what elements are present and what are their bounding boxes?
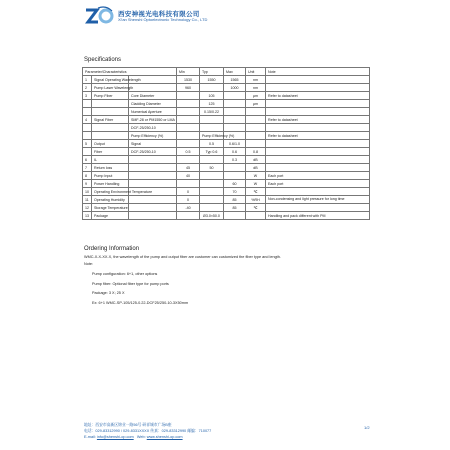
website-link[interactable]: www.shenshi-op.com [146,435,183,439]
table-cell [224,172,246,180]
footer-phone: 电话：029-83312990 / 029-8331XXXX 传真：029-83312990 邮编：710077 [84,429,212,433]
table-cell: 0 [177,196,200,204]
table-cell: Handling and pack different with PM [266,212,370,220]
table-cell: Fiber [92,148,129,156]
table-cell: Signal [129,140,177,148]
row-index-cell [83,132,92,140]
table-cell [266,148,370,156]
table-cell [246,140,266,148]
row-index-cell [83,124,92,132]
table-cell [200,172,224,180]
table-cell [200,204,224,212]
ordering-item: Package: 3 X; 25 X [92,291,125,295]
table-cell [200,84,224,92]
row-index-cell: 7 [83,164,92,172]
table-cell: IL [92,156,129,164]
table-cell: SMF-28 or PM1550 or LMA [129,116,177,124]
table-cell: %RH [246,196,266,204]
table-cell: Power Handling [92,180,129,188]
table-cell: 0.6 [224,148,246,156]
table-cell [200,116,224,124]
email-prefix: E-mail: [84,435,96,439]
table-row [83,196,370,204]
table-row [83,84,370,92]
table-row [83,76,370,84]
ordering-item: Pump fiber: Optional fiber type for pump ports [92,281,169,286]
row-index-cell: 2 [83,84,92,92]
table-cell: Cladding Diameter [129,100,177,108]
table-cell [266,124,370,132]
table-cell [266,204,370,212]
ordering-description: WMC-X-X-XX-X, the wavelength of the pump and output fiber are customer can customized the fiber type and length. [84,255,281,259]
table-cell [177,124,200,132]
table-cell: 125 [200,100,224,108]
row-index-cell [83,148,92,156]
table-cell: 0.6/1.0 [224,140,246,148]
table-cell: 105 [200,92,224,100]
table-cell [177,100,200,108]
table-row [83,132,370,140]
table-cell [129,196,177,204]
ordering-note-label: Note: [84,262,94,266]
header-cell: Unit [246,68,266,76]
table-cell [224,124,246,132]
table-cell: 1550 [200,76,224,84]
ordering-item: Pump configuration: 6+1, other options [92,272,158,276]
table-cell [92,100,129,108]
row-index-cell: 1 [83,76,92,84]
ordering-title: Ordering Information [84,246,140,252]
table-cell: Refer to datasheet [266,92,370,100]
table-cell: 60 [224,180,246,188]
table-cell: Package [92,212,129,220]
table-cell: nm [246,76,266,84]
company-header [84,6,384,28]
header-cell: Note [266,68,370,76]
table-cell: Ø3.0×50.0 [200,212,224,220]
table-cell: DCF-25/250-10 [129,148,177,156]
company-logo [84,6,114,26]
row-index-cell: 11 [83,196,92,204]
table-cell [129,164,177,172]
table-cell [266,100,370,108]
footer-address: 地址：西安市高新区锦业一路56号 研祥城市广场B座 [84,423,172,427]
table-cell [177,92,200,100]
ordering-items [92,270,188,308]
table-cell [129,204,177,212]
table-cell [200,124,224,132]
company-name-cn: 西安神视光电科技有限公司 [118,11,200,18]
table-cell: dB [246,156,266,164]
table-cell [200,196,224,204]
table-row [83,212,370,220]
table-cell: Each port [266,180,370,188]
table-cell: 40 [177,172,200,180]
table-cell: Pump Efficiency (%) [200,132,224,140]
table-cell: 1565 [224,76,246,84]
table-cell [266,108,370,116]
table-cell [224,92,246,100]
table-cell [177,132,200,140]
row-index-cell: 12 [83,204,92,212]
row-index-cell: 5 [83,140,92,148]
table-row [83,148,370,156]
table-cell: Output [92,140,129,148]
table-cell: 1000 [224,84,246,92]
table-cell: Pump Laser Wavelength [92,84,129,92]
section-title: Specifications [84,57,122,63]
table-row [83,172,370,180]
table-row [83,204,370,212]
table-cell [200,156,224,164]
row-index-cell [83,108,92,116]
row-index-cell: 6 [83,156,92,164]
table-cell [246,108,266,116]
table-cell [129,180,177,188]
table-cell: μm [246,92,266,100]
table-cell: 50 [200,164,224,172]
table-cell [177,212,200,220]
specifications-table [82,67,370,220]
table-cell [92,132,129,140]
table-cell: 70 [224,188,246,196]
table-cell: Refer to datasheet [266,132,370,140]
table-cell: μm [246,100,266,108]
row-index-cell: 4 [83,116,92,124]
table-cell [177,156,200,164]
table-cell: Signal Operating Wavelength [92,76,129,84]
table-cell [224,116,246,124]
table-cell [92,108,129,116]
footer-contact [84,434,384,440]
row-index-cell: 8 [83,172,92,180]
table-cell [224,212,246,220]
table-row [83,156,370,164]
ordering-item: Ex: 6+1 WMC-SP-105/125-0.22-DCF25/250-10-3X50mm [92,300,189,305]
table-cell: 0.5 [200,140,224,148]
table-cell [177,140,200,148]
table-row [83,188,370,196]
row-index-cell [83,100,92,108]
table-cell: Signal Fiber [92,116,129,124]
table-cell: 0.15/0.22 [200,108,224,116]
table-cell: Operating Humidity [92,196,129,204]
table-cell: W [246,180,266,188]
row-index-cell: 13 [83,212,92,220]
table-row [83,164,370,172]
table-cell: Storage Temperature [92,204,129,212]
table-cell: 85 [224,196,246,204]
row-index-cell: 9 [83,180,92,188]
row-index-cell: 3 [83,92,92,100]
table-row [83,116,370,124]
table-cell: Operating Environment Temperature [92,188,129,196]
email-link[interactable]: info@shenshi-op.com [96,435,134,439]
table-cell [129,84,177,92]
table-cell: 85 [224,204,246,212]
table-cell: Typ 0.6 [200,148,224,156]
table-cell: DCF-25/250-10 [129,124,177,132]
page-footer [84,422,384,440]
table-cell [177,116,200,124]
table-cell: -40 [177,204,200,212]
table-cell: 1530 [177,76,200,84]
table-cell: ℃ [246,188,266,196]
table-body [83,76,370,220]
table-cell [92,124,129,132]
table-cell: dB [246,164,266,172]
table-cell: W [246,172,266,180]
table-row [83,108,370,116]
header-cell: Parameter/Characteristics [83,68,177,76]
table-cell [200,188,224,196]
table-cell [177,108,200,116]
table-cell [177,180,200,188]
table-cell: 45 [177,164,200,172]
company-name-en: Xi'an Shenshi Optoelectronic Technology Co., LTD [118,17,208,22]
table-cell [266,76,370,84]
table-cell: Non-condensing and light pressure for long time [266,196,370,204]
row-index-cell: 10 [83,188,92,196]
header-cell: Min [177,68,200,76]
table-cell [246,132,266,140]
table-cell: ℃ [246,204,266,212]
table-cell [224,100,246,108]
table-cell [266,164,370,172]
table-row [83,100,370,108]
table-cell: Numerical Aperture [129,108,177,116]
table-cell [246,124,266,132]
table-cell: Pump Efficiency (%) [129,132,177,140]
web-prefix: Web: [136,435,146,439]
table-row [83,124,370,132]
table-row [83,92,370,100]
table-cell: 0 [177,188,200,196]
table-cell: Each port [266,172,370,180]
header-cell: Max [224,68,246,76]
page-number: 1/2 [364,425,370,430]
table-cell [246,116,266,124]
table-cell [200,180,224,188]
table-cell [129,172,177,180]
header-cell: Typ [200,68,224,76]
table-cell [266,140,370,148]
table-cell: Core Diameter [129,92,177,100]
table-cell: Pump Input [92,172,129,180]
table-row [83,180,370,188]
table-cell [266,188,370,196]
table-cell: 0.3 [224,156,246,164]
table-cell [224,108,246,116]
table-cell: 0.8 [246,148,266,156]
table-cell [266,84,370,92]
table-cell: 0.5 [177,148,200,156]
table-cell: 960 [177,84,200,92]
table-cell: Refer to datasheet [266,116,370,124]
table-cell [266,156,370,164]
table-header-row [83,68,370,76]
table-cell: Return loss [92,164,129,172]
table-cell: nm [246,84,266,92]
table-cell [224,164,246,172]
table-cell: Pump Fiber [92,92,129,100]
table-row [83,140,370,148]
table-cell [246,212,266,220]
table-cell [129,156,177,164]
table-cell [129,212,177,220]
